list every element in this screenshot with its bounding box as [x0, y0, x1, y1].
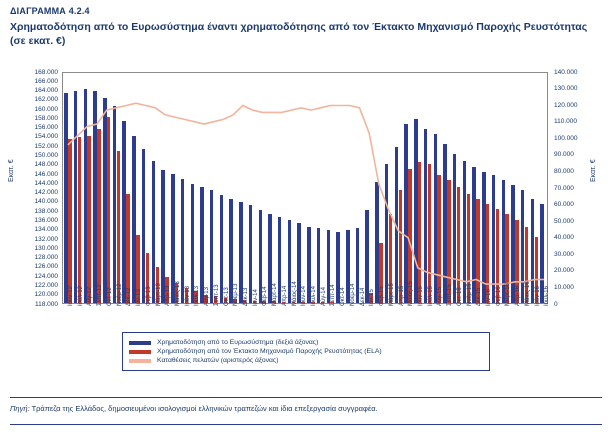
legend-item-ela: [129, 348, 483, 355]
line-deposits: [68, 103, 544, 284]
left-tick-label: 156.000: [34, 124, 58, 132]
source-divider-bottom: [10, 424, 602, 425]
x-tick-label: Ιαν-16: [485, 289, 492, 306]
right-axis-ticks: [550, 68, 598, 308]
x-tick-label: Οκτ-13: [223, 287, 230, 306]
chart-legend: [122, 332, 490, 371]
x-tick-label: Απρ-13: [165, 285, 172, 306]
left-tick-label: 160.000: [34, 105, 58, 113]
left-tick-label: 148.000: [34, 161, 58, 169]
legend-swatch-ela: [129, 350, 151, 354]
source-divider-top: [10, 397, 602, 398]
x-tick-label: Οκτ-15: [456, 287, 463, 306]
chart-area: [10, 62, 602, 324]
left-tick-label: 142.000: [34, 189, 58, 197]
x-tick-label: Απρ-16: [515, 285, 522, 306]
left-tick-label: 130.000: [34, 244, 58, 252]
left-axis-ticks: [10, 68, 58, 308]
x-tick-label: Νοέμ-14: [349, 283, 356, 306]
left-tick-label: 138.000: [34, 207, 58, 215]
x-tick-label: Ιούν-13: [184, 286, 191, 306]
right-tick-label: 80.000: [554, 167, 574, 175]
x-tick-label: Νοέμ-12: [116, 283, 123, 306]
right-tick-label: 40.000: [554, 234, 574, 242]
x-tick-label: Απρ-15: [398, 285, 405, 306]
x-tick-label: Ιούλ-14: [311, 286, 318, 306]
right-tick-label: 130.000: [554, 85, 578, 93]
legend-label-ela: Χρηματοδότηση από τον Έκτακτο Μηχανισμό Παροχής Ρευστότητας (ELA): [157, 348, 382, 355]
x-tick-label: Ιούν-16: [534, 286, 541, 306]
x-tick-label: Νοέμ-13: [233, 283, 240, 306]
x-tick-label: Ιαν-15: [369, 289, 376, 306]
x-tick-label: Αύγ-15: [437, 287, 444, 306]
x-tick-label: Μάιος-14: [291, 281, 298, 306]
x-tick-label: Δεκ-14: [359, 287, 366, 306]
x-tick-label: Μάρτ-13: [155, 283, 162, 306]
legend-item-deposits: [129, 357, 483, 364]
left-tick-label: 166.000: [34, 77, 58, 85]
x-tick-label: Μάρτ-15: [388, 283, 395, 306]
left-tick-label: 154.000: [34, 133, 58, 141]
x-tick-label: Φεβ-15: [379, 286, 386, 306]
right-tick-label: 60.000: [554, 201, 574, 209]
left-axis-label: Εκατ. €: [8, 159, 15, 182]
x-tick-label: Ιούλ-15: [427, 286, 434, 306]
legend-swatch-deposits: [129, 359, 151, 363]
x-tick-label: Αύγ-14: [320, 287, 327, 306]
left-tick-label: 158.000: [34, 114, 58, 122]
plot-region: [62, 72, 551, 306]
x-tick-label: Απρ-14: [281, 285, 288, 306]
left-tick-label: 132.000: [34, 235, 58, 243]
left-tick-label: 124.000: [34, 272, 58, 280]
x-tick-label: Φεβ-14: [262, 286, 269, 306]
left-tick-label: 140.000: [34, 198, 58, 206]
left-tick-label: 150.000: [34, 152, 58, 160]
source-note: [10, 404, 602, 413]
x-tick-label: Δεκ-13: [242, 287, 249, 306]
x-tick-label: Μάρτ-14: [272, 283, 279, 306]
x-tick-label: Ιούν-14: [301, 286, 308, 306]
left-tick-label: 126.000: [34, 263, 58, 271]
x-tick-label: Αύγ-12: [87, 287, 94, 306]
legend-label-eurosystem: Χρηματοδότηση από το Ευρωσύστημα (δεξιά άξονας): [157, 339, 319, 346]
x-tick-label: Ιούλ-16: [544, 286, 551, 306]
x-tick-label: Ιαν-14: [252, 289, 259, 306]
x-tick-label: Δεκ-12: [126, 287, 133, 306]
figure-number: ΔΙΑΓΡΑΜΜΑ 4.2.4: [10, 6, 90, 16]
x-tick-label: Δεκ-15: [476, 287, 483, 306]
left-tick-label: 152.000: [34, 142, 58, 150]
left-tick-label: 128.000: [34, 254, 58, 262]
x-tick-label: Μάιος-16: [524, 281, 531, 306]
right-tick-label: 50.000: [554, 217, 574, 225]
legend-item-eurosystem: [129, 339, 483, 346]
source-prefix: Πηγή:: [10, 404, 30, 413]
x-tick-label: Οκτ-12: [106, 287, 113, 306]
left-tick-label: 146.000: [34, 170, 58, 178]
x-tick-label: Νοέμ-15: [466, 283, 473, 306]
left-tick-label: 168.000: [34, 68, 58, 76]
page-title: Χρηματοδότηση από το Ευρωσύστημα έναντι χρηματοδότησης από τον Έκτακτο Μηχανισμό Παροχής Ρευστότητας (σε εκατ. €): [10, 21, 588, 47]
x-tick-label: Φεβ-16: [495, 286, 502, 306]
x-tick-label: Ιούν-15: [417, 286, 424, 306]
left-tick-label: 134.000: [34, 226, 58, 234]
left-tick-label: 118.000: [34, 300, 58, 308]
right-tick-label: 20.000: [554, 267, 574, 275]
x-tick-label: Ιαν-13: [136, 289, 143, 306]
right-tick-label: 110.000: [554, 118, 578, 126]
deposits-line-layer: [63, 73, 551, 306]
x-tick-label: Σεπτ-15: [447, 284, 454, 306]
x-tick-label: Ιούλ-12: [77, 286, 84, 306]
x-tick-label: Μάιος-13: [174, 281, 181, 306]
left-tick-label: 120.000: [34, 291, 58, 299]
left-tick-label: 136.000: [34, 216, 58, 224]
x-tick-label: Φεβ-13: [145, 286, 152, 306]
x-tick-label: Μάιος-15: [408, 281, 415, 306]
right-tick-label: 0: [554, 300, 558, 308]
left-tick-label: 162.000: [34, 96, 58, 104]
x-tick-label: Σεπτ-13: [213, 284, 220, 306]
right-axis-label: Εκατ. €: [590, 159, 597, 182]
right-tick-label: 90.000: [554, 151, 574, 159]
right-tick-label: 30.000: [554, 250, 574, 258]
right-tick-label: 10.000: [554, 283, 574, 291]
x-tick-label: Ιούλ-13: [194, 286, 201, 306]
left-tick-label: 144.000: [34, 179, 58, 187]
legend-swatch-eurosystem: [129, 341, 151, 345]
right-tick-label: 140.000: [554, 68, 578, 76]
x-tick-label: Αύγ-13: [204, 287, 211, 306]
left-tick-label: 164.000: [34, 87, 58, 95]
right-tick-label: 70.000: [554, 184, 574, 192]
x-tick-label: Σεπτ-12: [97, 284, 104, 306]
right-tick-label: 120.000: [554, 101, 578, 109]
x-tick-label: Σεπτ-14: [330, 284, 337, 306]
source-text: Τράπεζα της Ελλάδος, δημοσιευμένοι ισολογισμοί ελληνικών τραπεζών και ίδια επεξεργασία συγγραφέα.: [31, 404, 378, 413]
left-tick-label: 122.000: [34, 281, 58, 289]
x-tick-label: Μάρτ-16: [505, 283, 512, 306]
x-tick-label: Οκτ-14: [340, 287, 347, 306]
x-tick-label: Ιούν-12: [68, 286, 75, 306]
right-tick-label: 100.000: [554, 134, 578, 142]
legend-label-deposits: Καταθέσεις πελατών (αριστερός άξονας): [157, 357, 279, 364]
